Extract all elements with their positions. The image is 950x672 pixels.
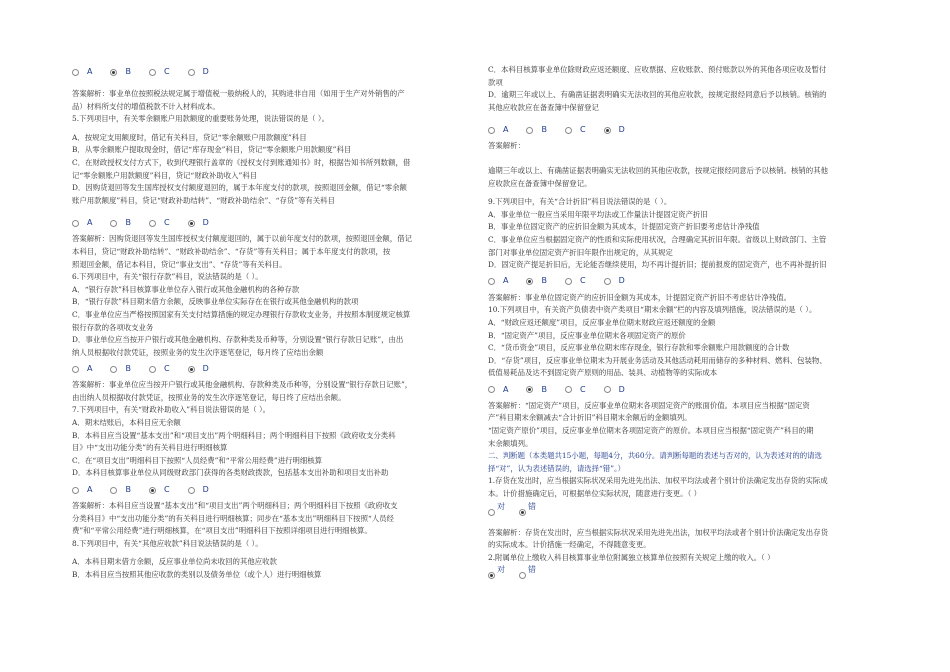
q5-option-d-text: D．因购货退回等发生国库授权支付额度退回的，属于本年度支付的款项，按照退回金额，借记“零余额 (72, 183, 407, 193)
j2-true-label[interactable]: 对 (497, 565, 505, 575)
q8-option-d[interactable]: D (604, 124, 625, 137)
q5-option-b-text: B．从零余额账户提取现金时，借记“库存现金”科目，贷记“零余额账户用款额度”科目 (72, 145, 352, 155)
q4-answer-line: 答案解析：事业单位按照税法规定属于增值税一般纳税人的，其购进非自用（如用于生产对外销售的产 (72, 89, 405, 98)
q9-option-b[interactable]: B (526, 275, 547, 288)
j1-title: 1.存货在发出时，应当根据实际状况采用先进先出法、加权平均法或者个别计价法确定发出存货的实际成 (488, 476, 828, 486)
q6-option-d[interactable]: D (188, 363, 209, 376)
q5-options (72, 213, 470, 233)
q7-answer-line: 费”和“平常公用经费”进行明细核算，在“项目支出”明细科目下按照详细项目进行明细核算。 (72, 526, 372, 536)
radio-icon[interactable] (72, 69, 79, 76)
radio-icon[interactable] (72, 487, 79, 494)
q5-option-c-text: 记“零余额账户用款额度”科目，贷记“财政补助收入”科目 (72, 170, 258, 180)
q9-options (488, 272, 880, 292)
radio-icon[interactable] (149, 366, 156, 373)
q4-option-b[interactable]: B (110, 66, 131, 79)
q10-option-a[interactable]: A (488, 384, 508, 397)
q10-option-d[interactable]: D (604, 384, 625, 397)
q6-options (72, 359, 470, 379)
q7-answer-line: 答案解析：本科目应当设置“基本支出”和“项目支出”两个明细科目；两个明细科目下按照《政府收支 (72, 501, 398, 511)
radio-icon[interactable] (188, 487, 195, 494)
q6-answer-line: 答案解析：事业单位应当按开户银行或其他金融机构、存款种类及币种等，分别设置“银行存款日记账”， (72, 380, 413, 390)
radio-icon[interactable] (565, 386, 572, 393)
radio-icon[interactable] (488, 386, 495, 393)
q8-option-d-text: D．逾期三年或以上、有确凿证据表明确实无法收回的其他应收款，按规定报经同意后予以核销。核销的 (488, 90, 827, 100)
q8-title: 8.下列项目中，有关“其他应收款”科目说法错误的是（ ）。 (72, 538, 263, 548)
q7-option-b[interactable]: B (110, 484, 131, 497)
q8-option-c-text: 款项 (488, 77, 503, 87)
radio-selected-icon[interactable] (149, 487, 156, 494)
j2-false-label[interactable]: 错 (528, 565, 536, 575)
q6-option-a[interactable]: A (72, 363, 92, 376)
q4-answer-line: 品）材料所支付的增值税款不计入材料成本。 (72, 101, 220, 111)
q9-option-a[interactable]: A (488, 275, 508, 288)
q6-option-b-text: B．“银行存款”科目期末借方余额，反映事业单位实际存在在银行或其他金融机构的款项 (72, 297, 359, 307)
q4-option-d[interactable]: D (188, 66, 209, 79)
q7-option-c[interactable]: C (149, 484, 170, 497)
q5-title: 5.下列项目中，有关零余额账户用款额度的重要账务处理，说法错误的是（ ）。 (72, 114, 329, 124)
q7-option-d-text: D．本科目核算事业单位从同级财政部门获得的各类财政拨款，包括基本支出补助和项目支出补助 (72, 468, 389, 478)
section-2-title: 择“对”，认为表述错误的，请选择“错”。） (488, 463, 626, 473)
j1-false-label[interactable]: 错 (528, 501, 536, 511)
radio-icon[interactable] (72, 366, 79, 373)
left-column (72, 62, 470, 582)
radio-icon[interactable] (488, 509, 495, 516)
q10-answer-line: 末余额填列。 (488, 438, 533, 448)
q5-option-a[interactable]: A (72, 217, 92, 230)
q5-answer-line: 本科目，贷记“财政补助结转”、“财政补助结余”、“存货”等有关科目；属于本年度支付的款项，按 (72, 246, 391, 256)
radio-icon[interactable] (72, 220, 79, 227)
q7-title: 7.下列项目中，有关“财政补助收入”科目说法错误的是（ ）。 (72, 405, 271, 415)
q8-answer-line: 逾期三年或以上、有确凿证据表明确实无法收回的其他应收款，按规定报经同意后予以核销。核销的其他 (488, 165, 828, 175)
q6-option-d-text: 纳人员根据收付款凭证，按照业务的发生次序逐笔登记，每月终了应结出余额 (72, 347, 324, 357)
q5-option-b[interactable]: B (110, 217, 131, 230)
radio-icon[interactable] (488, 127, 495, 134)
q10-option-d-text: D．“存货”项目，反应事业单位期末为开展业务活动及其他活动耗用而储存的多种材料、燃料、包装物、 (488, 355, 827, 365)
radio-icon[interactable] (488, 278, 495, 285)
q10-option-b-text: B．“固定资产”项目，反应事业单位期末各项固定资产的原价 (488, 330, 686, 340)
radio-icon[interactable] (110, 220, 117, 227)
j1-options (488, 501, 880, 521)
q8-option-d-text: 其他应收款应在备查簿中保留登记 (488, 102, 599, 112)
j1-answer-line: 的实际成本。计价措施一经确定，不得随意变更。 (488, 540, 651, 550)
radio-icon[interactable] (565, 278, 572, 285)
q7-option-c-text: C．在“项目支出”明细科目下按照“人员经费”和“平常公用经费”进行明细核算 (72, 455, 323, 465)
q10-answer-line: 产”科目期末余额减去“合计折旧”科目期末余额后的金额填列。 (488, 413, 692, 423)
q7-options (72, 480, 470, 500)
radio-selected-icon[interactable] (488, 572, 495, 579)
q8-option-a-text: A．本科目期末借方余额，反应事业单位尚未收回的其他应收款 (72, 557, 277, 567)
q8-option-b-text: B．本科目应当按照其他应收款的类别以及债务单位（或个人）进行明细核算 (72, 570, 322, 579)
radio-selected-icon[interactable] (526, 278, 533, 285)
right-column (488, 64, 880, 584)
q9-option-d[interactable]: D (604, 275, 625, 288)
q5-answer-line: 答案解析：因购货退回等发生国库授权支付额度退回的，属于以前年度支付的款项，按照退回金额，借记 (72, 234, 412, 244)
radio-icon[interactable] (519, 572, 526, 579)
radio-icon[interactable] (604, 386, 611, 393)
section-2-title: 二、判断题（本类题共15小题，每题4分，共60分。请判断每题的表述与否对的，认为表述对的的请选 (488, 451, 822, 461)
q6-option-d-text: D．事业单位应当按开户银行或其他金融机构、存款种类及币种等，分别设置“银行存款日记账”，由出 (72, 335, 404, 345)
q10-option-c-text: C．“货币资金”项目，反应事业单位期末库存现金，银行存款和零余额账户用款额度的合计数 (488, 343, 790, 353)
q9-option-c-text: C．事业单位应当根据固定资产的性质和实际使用状况，合理确定其折旧年限。省级以上财政部门、主管 (488, 234, 827, 244)
q10-answer-line: 答案解析：“固定资产”项目，反应事业单位期末各项固定资产的账面价值。本项目应当根据“固定资 (488, 400, 810, 410)
q8-answer-head: 答案解析： (488, 141, 525, 151)
radio-icon[interactable] (149, 220, 156, 227)
q9-option-a-text: A．事业单位一般应当采用年限平均法或工作量法计提固定资产折旧 (488, 209, 708, 219)
radio-icon[interactable] (565, 127, 572, 134)
q6-option-c[interactable]: C (149, 363, 170, 376)
q9-option-b-text: B．事业单位固定资产的应折旧金额为其成本，计提固定资产折旧要考虑估计净残值 (488, 222, 760, 232)
radio-icon[interactable] (149, 69, 156, 76)
radio-icon[interactable] (188, 69, 195, 76)
q8-option-b[interactable]: B (526, 124, 547, 137)
q6-option-c-text: C．事业单位应当严格按照国家有关支付结算措施的规定办理银行存款收支业务，并按照本制度规定核算 (72, 309, 411, 319)
j1-title: 本。计价措施确定后，可根据单位实际状况，随意进行变更。（ ） (488, 489, 701, 499)
q5-option-a-text: A．按规定支用额度时，借记有关科目，贷记“零余额账户用款额度”科目 (72, 132, 307, 142)
q4-option-c[interactable]: C (149, 66, 170, 79)
radio-icon[interactable] (110, 366, 117, 373)
q5-answer-line: 照退回金额，借记本科目，贷记“事业支出”、“存货”等有关科目。 (72, 259, 287, 269)
j2-options (488, 564, 880, 584)
q10-option-a-text: A．“财政应返还额度”项目，反应事业单位期末财政应返还额度的金额 (488, 317, 716, 327)
q6-option-a-text: A．“银行存款”科目核算事业单位存入银行或其他金融机构的各种存款 (72, 284, 300, 294)
q4-options (72, 62, 470, 82)
q8-option-a[interactable]: A (488, 124, 508, 137)
radio-icon[interactable] (526, 127, 533, 134)
q8-options (488, 120, 880, 140)
q5-option-d-text: 账户用款额度”科目，贷记“财政补助结转”、“财政补助结余”、“存货”等有关科目 (72, 195, 335, 205)
q8-option-c-text: C．本科目核算事业单位除财政应返还额度、应收票据、应收账款、预付账款以外的其他各项应收及暂付 (488, 65, 827, 74)
q5-option-c-text: C．在财政授权支付方式下，收到代理银行盖章的《授权支付到账通知书》时，根据告知书所列数额，借 (72, 157, 411, 167)
radio-selected-icon[interactable] (188, 366, 195, 373)
q10-title: 10.下列项目中，有关资产负债表中资产类项目“期末余额”栏的内容及填列措施，说法错误的是（ ）。 (488, 305, 817, 315)
q7-option-a[interactable]: A (72, 484, 92, 497)
q4-option-a[interactable]: A (72, 66, 92, 79)
radio-selected-icon[interactable] (526, 386, 533, 393)
q5-option-d[interactable]: D (188, 217, 209, 230)
j1-true-label[interactable]: 对 (497, 501, 505, 511)
radio-selected-icon[interactable] (604, 127, 611, 134)
j1-answer-line: 答案解析：存货在发出时，应当根据实际状况采用先进先出法，加权平均法或者个别计价法确定发出存货 (488, 527, 828, 537)
q6-title: 6.下列项目中，有关“银行存款”科目，说法错误的是（ ）。 (72, 272, 263, 282)
q7-option-b-text: B．本科目应当设置“基本支出”和“项目支出”两个明细科目；两个明细科目下按照《政府收支分类科 (72, 430, 396, 440)
q10-option-b[interactable]: B (526, 384, 547, 397)
q9-option-c[interactable]: C (565, 275, 586, 288)
radio-icon[interactable] (110, 487, 117, 494)
q10-options (488, 380, 880, 400)
q9-option-c-text: 部门对事业单位固定资产折旧年限作出规定的，从其规定 (488, 247, 673, 257)
radio-selected-icon[interactable] (110, 69, 117, 76)
q6-option-b[interactable]: B (110, 363, 131, 376)
q6-answer-line: 由出纳人员根据收付款凭证，按照业务的发生次序逐笔登记，每日终了应结出余额。 (72, 392, 346, 402)
q7-option-a-text: A．期末结账后，本科目应无余额 (72, 418, 181, 428)
q9-answer-line: 答案解析：事业单位固定资产的应折旧金额为其成本，计提固定资产折旧不考虑估计净残值。 (488, 292, 792, 302)
q6-option-c-text: 银行存款的各项收支业务 (72, 322, 154, 332)
j2-title: 2.附属单位上缴收入科目核算事业单位附属独立核算单位按照有关规定上缴的收入。（ ） (488, 552, 775, 562)
q8-answer-line: 应收款应在备查簿中保留登记。 (488, 178, 592, 188)
q10-option-c[interactable]: C (565, 384, 586, 397)
q9-title: 9.下列项目中，有关“合计折旧”科目说法错误的是（ ）。 (488, 197, 672, 207)
radio-selected-icon[interactable] (188, 220, 195, 227)
q8-option-c[interactable]: C (565, 124, 586, 137)
q9-option-d-text: D．固定资产提足折旧后，无论能否继续使用，均不再计提折旧；提前报废的固定资产，也不再补提折旧 (488, 260, 827, 270)
q5-option-c[interactable]: C (149, 217, 170, 230)
radio-icon[interactable] (604, 278, 611, 285)
q10-answer-line: “固定资产原价”项目，反应事业单位期末各项固定资产的原价。本项目应当根据“固定资产”科目的期 (488, 426, 814, 436)
q7-option-d[interactable]: D (188, 484, 209, 497)
q7-answer-line: 分类科目》中“支出功能分类”的有关科目进行明细核算；同步在“基本支出”明细科目下按照“人员经 (72, 513, 394, 523)
q7-option-b-text: 目》中“支出功能分类”的有关科目进行明细核算 (72, 443, 228, 453)
radio-selected-icon[interactable] (519, 509, 526, 516)
q10-option-d-text: 低值易耗品及达不到固定资产原则的用品、装具、动植物等的实际成本 (488, 368, 718, 378)
